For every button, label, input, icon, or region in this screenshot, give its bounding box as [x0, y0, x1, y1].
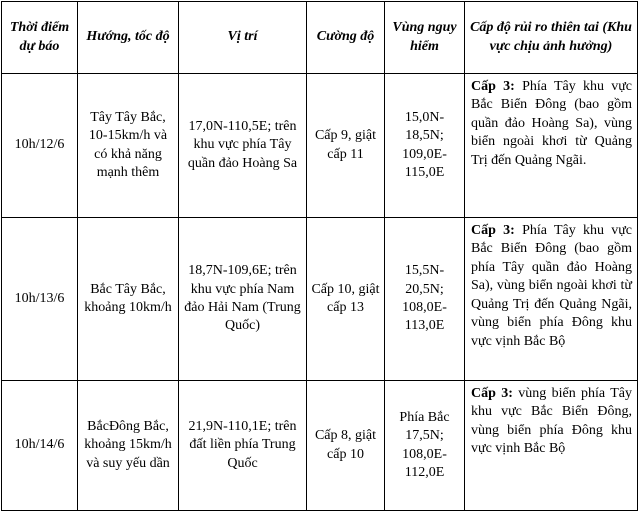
cell-danger-zone: 15,0N-18,5N; 109,0E-115,0E — [385, 74, 465, 218]
cell-position: 18,7N-109,6E; trên khu vực phía Nam đảo Hải Nam (Trung Quốc) — [179, 218, 307, 381]
cell-direction: Tây Tây Bắc, 10-15km/h và có khả năng mạnh thêm — [78, 74, 179, 218]
risk-level-label: Cấp 3: — [471, 223, 515, 238]
cell-time: 10h/12/6 — [2, 74, 78, 218]
cell-position: 21,9N-110,1E; trên đất liền phía Trung Quốc — [179, 381, 307, 511]
header-direction: Hướng, tốc độ — [78, 2, 179, 74]
header-time: Thời điểm dự báo — [2, 2, 78, 74]
table-row — [2, 218, 638, 381]
header-risk-level: Cấp độ rủi ro thiên tai (Khu vực chịu ảnh hưởng) — [465, 2, 638, 74]
cell-risk-level — [465, 74, 638, 218]
cell-direction: BắcĐông Bắc, khoảng 15km/h và suy yếu dần — [78, 381, 179, 511]
header-row — [2, 2, 638, 74]
header-intensity: Cường độ — [307, 2, 385, 74]
risk-level-label: Cấp 3: — [471, 79, 515, 94]
header-danger-zone: Vùng nguy hiểm — [385, 2, 465, 74]
cell-position: 17,0N-110,5E; trên khu vực phía Tây quần đảo Hoàng Sa — [179, 74, 307, 218]
cell-danger-zone: 15,5N-20,5N; 108,0E-113,0E — [385, 218, 465, 381]
cell-danger-zone: Phía Bắc 17,5N; 108,0E-112,0E — [385, 381, 465, 511]
cell-time: 10h/13/6 — [2, 218, 78, 381]
storm-forecast-table — [1, 1, 638, 511]
cell-intensity: Cấp 10, giật cấp 13 — [307, 218, 385, 381]
risk-level-text: Phía Tây khu vực Bắc Biển Đông (bao gồm phía Tây quần đảo Hoàng Sa), vùng biển ngoài khơi từ Quảng Trị đến Quảng Ngãi, vùng biển phía Đông khu vực vịnh Bắc Bộ — [471, 223, 632, 349]
cell-direction: Bắc Tây Bắc, khoảng 10km/h — [78, 218, 179, 381]
risk-level-label: Cấp 3: — [471, 386, 513, 401]
table-row — [2, 381, 638, 511]
header-position: Vị trí — [179, 2, 307, 74]
cell-intensity: Cấp 8, giật cấp 10 — [307, 381, 385, 511]
cell-time: 10h/14/6 — [2, 381, 78, 511]
cell-intensity: Cấp 9, giật cấp 11 — [307, 74, 385, 218]
risk-level-text: vùng biển phía Tây khu vực Bắc Biển Đông, vùng biển phía Đông khu vực vịnh Bắc Bộ — [471, 386, 632, 457]
risk-level-text: Phía Tây khu vực Bắc Biển Đông (bao gồm quần đảo Hoàng Sa), vùng biển ngoài khơi từ Quảng Trị đến Quảng Ngãi. — [471, 79, 632, 168]
cell-risk-level — [465, 218, 638, 381]
cell-risk-level — [465, 381, 638, 511]
table-row — [2, 74, 638, 218]
